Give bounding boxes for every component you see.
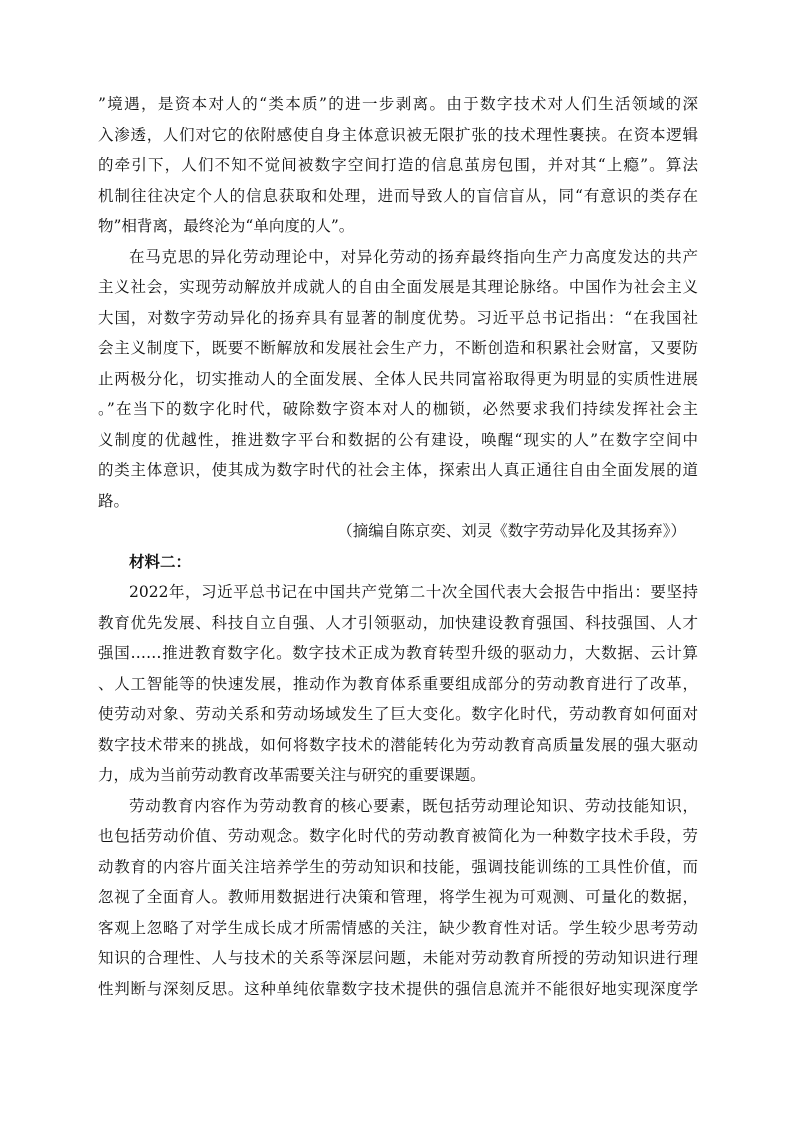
paragraph-line: 力，成为当前劳动教育改革需要关注与研究的重要课题。	[98, 766, 486, 784]
paragraph-3	[98, 577, 698, 791]
paragraph-line: 忽视了全面育人。教师用数据进行决策和管理，将学生视为可观测、可量化的数据，	[98, 888, 698, 906]
paragraph-line: ”境遇，是资本对人的“类本质”的进一步剥离。由于数字技术对人们生活领域的深	[98, 95, 698, 113]
paragraph-4	[98, 791, 698, 1005]
paragraph-line: 。”在当下的数字化时代，破除数字资本对人的枷锁，必然要求我们持续发挥社会主	[98, 400, 698, 418]
paragraph-2	[98, 242, 698, 517]
paragraph-line: 的牵引下，人们不知不觉间被数字空间打造的信息茧房包围，并对其“上瘾”。算法	[98, 156, 698, 174]
paragraph-line: 劳动教育内容作为劳动教育的核心要素，既包括劳动理论知识、劳动技能知识，	[129, 796, 698, 815]
paragraph-line: 教育优先发展、科技自立自强、人才引领驱动，加快建设教育强国、科技强国、人才	[98, 613, 698, 632]
paragraph-line: 在马克思的异化劳动理论中，对异化劳动的扬弃最终指向生产力高度发达的共产	[129, 247, 698, 266]
paragraph-line: 止两极分化，切实推动人的全面发展、全体人民共同富裕取得更为明显的实质性进展	[98, 369, 698, 388]
paragraph-line: 物”相背离，最终沦为“单向度的人”。	[98, 217, 355, 235]
paragraph-line: 强国……推进教育数字化。数字技术正成为教育转型升级的驱动力，大数据、云计算	[98, 644, 698, 662]
section-heading: 材料二：	[129, 551, 192, 571]
source-citation: （摘编自陈京奕、刘灵《数字劳动异化及其扬弃》）	[337, 522, 686, 540]
paragraph-line: 的类主体意识，使其成为数字时代的社会主体，探索出人真正通往自由全面发展的道	[98, 461, 698, 479]
paragraph-line: 主义社会，实现劳动解放并成就人的自由全面发展是其理论脉络。中国作为社会主义	[98, 278, 698, 296]
paragraph-line: 入渗透，人们对它的依附感使自身主体意识被无限扩张的技术理性裹挟。在资本逻辑	[98, 125, 698, 144]
paragraph-line: 2022年，习近平总书记在中国共产党第二十次全国代表大会报告中指出：要坚持	[129, 583, 698, 601]
paragraph-line: 使劳动对象、劳动关系和劳动场域发生了巨大变化。数字化时代，劳动教育如何面对	[98, 705, 698, 723]
paragraph-line: 也包括劳动价值、劳动观念。数字化时代的劳动教育被简化为一种数字技术手段，劳	[98, 827, 698, 845]
paragraph-line: 会主义制度下，既要不断解放和发展社会生产力，不断创造和积累社会财富，又要防	[98, 339, 698, 357]
paragraph-line: 客观上忽略了对学生成长成才所需情感的关注，缺少教育性对话。学生较少思考劳动	[98, 918, 698, 937]
paragraph-line: 数字技术带来的挑战，如何将数字技术的潜能转化为劳动教育高质量发展的强大驱动	[98, 735, 698, 754]
paragraph-line: 性判断与深刻反思。这种单纯依靠数字技术提供的强信息流并不能很好地实现深度学	[98, 979, 698, 998]
paragraph-line: 、人工智能等的快速发展，推动作为教育体系重要组成部分的劳动教育进行了改革，	[98, 674, 698, 693]
paragraph-line: 大国，对数字劳动异化的扬弃具有显著的制度优势。习近平总书记指出：“在我国社	[98, 308, 698, 327]
paragraph-line: 路。	[98, 491, 130, 510]
document-body	[98, 89, 698, 1004]
paragraph-1	[98, 89, 698, 242]
paragraph-line: 机制往往决定个人的信息获取和处理，进而导致人的盲信盲从，同“有意识的类存在	[98, 186, 698, 205]
paragraph-line: 义制度的优越性，推进数字平台和数据的公有建设，唤醒“现实的人”在数字空间中	[98, 430, 698, 449]
paragraph-line: 动教育的内容片面关注培养学生的劳动知识和技能，强调技能训练的工具性价值，而	[98, 857, 698, 876]
paragraph-line: 知识的合理性、人与技术的关系等深层问题，未能对劳动教育所授的劳动知识进行理	[98, 949, 698, 967]
